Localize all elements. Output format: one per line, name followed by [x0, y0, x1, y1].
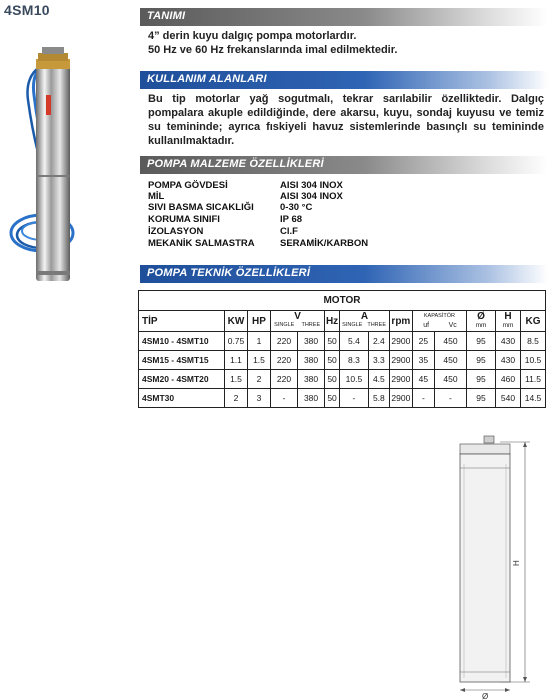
cell-hp: 1.5 — [248, 351, 271, 370]
section-title-malzeme: POMPA MALZEME ÖZELLİKLERİ — [147, 158, 324, 170]
col-header-dia — [467, 311, 496, 332]
motor-technical-drawing — [440, 434, 540, 700]
col-header-rpm: rpm — [389, 311, 412, 332]
cell-vc: - — [434, 389, 466, 408]
cell-v-single: 220 — [271, 332, 298, 351]
spec-value: IP 68 — [280, 214, 303, 225]
cell-a-three: 2.4 — [368, 332, 389, 351]
cell-v-three: 380 — [298, 370, 325, 389]
pump-photo — [6, 35, 138, 290]
cell-vc: 450 — [434, 370, 466, 389]
col-header-v-three: THREE — [301, 322, 321, 328]
col-header-kw: KW — [225, 311, 248, 332]
motor-spec-table — [138, 290, 546, 408]
spec-key: SIVI BASMA SICAKLIĞI — [148, 202, 254, 213]
cell-tip: 4SM20 - 4SMT20 — [139, 370, 225, 389]
cell-vc: 450 — [434, 332, 466, 351]
spec-key: MİL — [148, 191, 165, 202]
cell-h: 430 — [496, 332, 521, 351]
section-header-tanimi — [140, 8, 548, 26]
cell-hz: 50 — [325, 351, 340, 370]
cell-a-single: - — [340, 389, 369, 408]
col-header-a — [340, 311, 390, 332]
cell-tip: 4SM15 - 4SMT15 — [139, 351, 225, 370]
col-header-hz: Hz — [325, 311, 340, 332]
cell-kw: 1.1 — [225, 351, 248, 370]
cell-kw: 2 — [225, 389, 248, 408]
cell-v-single: 220 — [271, 351, 298, 370]
cell-h: 430 — [496, 351, 521, 370]
cell-a-three: 3.3 — [368, 351, 389, 370]
col-header-v-label: V — [294, 311, 301, 322]
tanimi-line-2: 50 Hz ve 60 Hz frekanslarında imal edilmektedir. — [148, 44, 398, 56]
cell-hz: 50 — [325, 332, 340, 351]
cell-kg: 14.5 — [521, 389, 546, 408]
cell-hz: 50 — [325, 389, 340, 408]
table-caption: MOTOR — [139, 291, 546, 311]
cell-hp: 3 — [248, 389, 271, 408]
kullanim-text: Bu tip motorlar yağ sogutmalı, tekrar sarılabilir özelliktedir. Dalgıç pompalara akuple edildiğinde, dere akarsu, kuyu, sondaj kuyusu ve temiz su temininde; ayrıca fıskiyeli havuz sistemlerinde basınçlı su temininde kullanılmaktadır. — [148, 93, 544, 147]
height-label: H — [512, 560, 521, 566]
spec-value: 0-30 °C — [280, 202, 313, 213]
cell-kg: 8.5 — [521, 332, 546, 351]
col-header-a-single: SINGLE — [342, 322, 363, 328]
col-header-h — [496, 311, 521, 332]
cell-rpm: 2900 — [389, 389, 412, 408]
diameter-label: Ø — [482, 692, 489, 700]
cell-hz: 50 — [325, 370, 340, 389]
cell-uf: 45 — [412, 370, 434, 389]
cell-hp: 1 — [248, 332, 271, 351]
table-row — [139, 370, 546, 389]
col-header-v-single: SINGLE — [274, 322, 295, 328]
section-header-malzeme — [140, 156, 548, 174]
tanimi-text — [148, 29, 544, 57]
cell-a-single: 5.4 — [340, 332, 369, 351]
section-header-teknik — [140, 265, 548, 283]
cell-uf: 25 — [412, 332, 434, 351]
cell-dia: 95 — [467, 351, 496, 370]
cell-hp: 2 — [248, 370, 271, 389]
cell-kw: 0.75 — [225, 332, 248, 351]
cell-a-single: 10.5 — [340, 370, 369, 389]
cell-dia: 95 — [467, 332, 496, 351]
cell-vc: 450 — [434, 351, 466, 370]
cell-kg: 11.5 — [521, 370, 546, 389]
col-header-kg: KG — [521, 311, 546, 332]
spec-key: MEKANİK SALMASTRA — [148, 238, 255, 249]
col-header-kap-label: KAPASİTÖR — [423, 313, 455, 319]
cell-rpm: 2900 — [389, 332, 412, 351]
col-header-kap-vc: Vc — [448, 322, 457, 329]
col-header-h-label: H — [504, 311, 512, 322]
cell-tip: 4SM10 - 4SMT10 — [139, 332, 225, 351]
cell-v-three: 380 — [298, 351, 325, 370]
cell-dia: 95 — [467, 389, 496, 408]
cell-v-three: 380 — [298, 332, 325, 351]
col-header-hp: HP — [248, 311, 271, 332]
cell-uf: 35 — [412, 351, 434, 370]
col-header-v — [271, 311, 325, 332]
cell-rpm: 2900 — [389, 370, 412, 389]
col-header-kapasitor — [412, 311, 466, 332]
spec-value: SERAMİK/KARBON — [280, 238, 369, 249]
cell-v-single: 220 — [271, 370, 298, 389]
col-header-kap-uf: uf — [423, 322, 430, 329]
spec-key: KORUMA SINIFI — [148, 214, 220, 225]
section-title-tanimi: TANIMI — [147, 10, 186, 22]
tanimi-line-1: 4” derin kuyu dalgıç pompa motorlardır. — [148, 30, 357, 42]
col-header-a-label: A — [360, 311, 369, 322]
spec-key: POMPA GÖVDESİ — [148, 180, 228, 191]
table-row — [139, 332, 546, 351]
cell-v-single: - — [271, 389, 298, 408]
cell-h: 540 — [496, 389, 521, 408]
cell-a-three: 5.8 — [368, 389, 389, 408]
spec-value: AISI 304 INOX — [280, 191, 343, 202]
cell-a-single: 8.3 — [340, 351, 369, 370]
section-title-teknik: POMPA TEKNİK ÖZELLİKLERİ — [147, 267, 311, 279]
spec-key: İZOLASYON — [148, 226, 204, 237]
cell-tip: 4SMT30 — [139, 389, 225, 408]
spec-value: AISI 304 INOX — [280, 180, 343, 191]
cell-a-three: 4.5 — [368, 370, 389, 389]
col-header-a-three: THREE — [367, 322, 386, 328]
cell-kw: 1.5 — [225, 370, 248, 389]
col-header-tip: TİP — [139, 311, 225, 332]
cell-uf: - — [412, 389, 434, 408]
section-header-kullanim — [140, 71, 548, 89]
col-header-dia-unit: mm — [475, 322, 487, 329]
spec-value: Cl.F — [280, 226, 298, 237]
table-row — [139, 389, 546, 408]
table-row — [139, 351, 546, 370]
cell-h: 460 — [496, 370, 521, 389]
table-header-row — [139, 311, 546, 332]
cell-rpm: 2900 — [389, 351, 412, 370]
cell-kg: 10.5 — [521, 351, 546, 370]
col-header-dia-label: Ø — [477, 311, 485, 322]
model-title — [4, 2, 50, 18]
model-number: 10 — [33, 2, 50, 18]
col-header-h-unit: mm — [502, 322, 514, 329]
model-prefix: 4SM — [4, 2, 34, 18]
cell-dia: 95 — [467, 370, 496, 389]
section-title-kullanim: KULLANIM ALANLARI — [147, 73, 267, 85]
cell-v-three: 380 — [298, 389, 325, 408]
